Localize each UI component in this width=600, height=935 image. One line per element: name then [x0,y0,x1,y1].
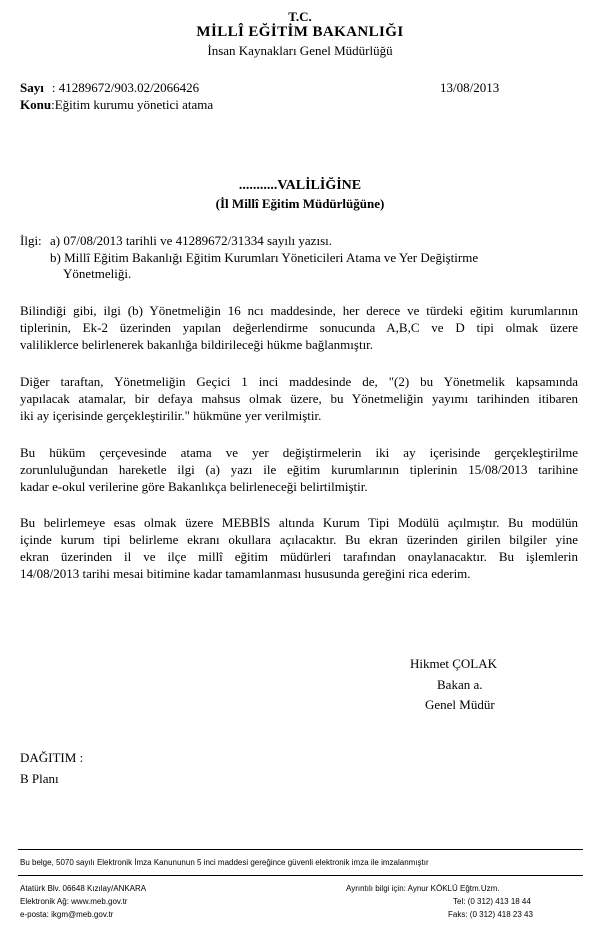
footer-network: Elektronik Ağ: www.meb.gov.tr [20,897,128,906]
body-paragraph-2 [20,373,578,424]
distribution-value: B Planı [20,771,59,786]
ilgi-item-b-cont: Yönetmeliği. [63,266,132,281]
footer-address: Atatürk Blv. 06648 Kızılay/ANKARA [20,884,147,893]
footer-contact-info: Ayrıntılı bilgi için: Aynur KÖKLÜ Eğtm.Uzm. [346,884,500,893]
konu-line [20,97,213,113]
signatory-name: Hikmet ÇOLAK [410,656,498,671]
konu-label: Konu [20,97,52,112]
header-tc: T.C. [288,9,312,24]
konu-value: :Eğitim kurumu yönetici atama [51,97,214,112]
sayi-value: : 41289672/903.02/2066426 [51,80,200,95]
sayi-label: Sayı [20,80,44,95]
esign-note: Bu belge, 5070 sayılı Elektronik İmza Kanununun 5 inci maddesi gereğince güvenli elektronik imza ile imzalanmıştır [20,858,429,867]
footer-divider-top [18,849,583,850]
signatory-title-2: Genel Müdür [425,697,495,712]
distribution-label: DAĞITIM : [20,750,84,765]
paragraph-line: ekran üzerinden il ve ilçe millî eğitim müdürleri tarafından onaylanacaktır. Bu işlemlerin [20,549,578,564]
paragraph-line: valiliklerce belirlenerek bakanlığa bildirileceği hükme bağlanmıştır. [20,337,374,352]
signatory-title-1: Bakan a. [437,677,483,692]
paragraph-line: Diğer taraftan, Yönetmeliğin Geçici 1 inci maddesinde de, "(2) bu Yönetmelik kapsamında [20,374,578,389]
paragraph-line: iki ay içerisinde gerçekleştirilir." hükmüne yer verilmiştir. [20,408,322,423]
ilgi-item-a: a) 07/08/2013 tarihli ve 41289672/31334 sayılı yazısı. [50,233,332,248]
footer-email: e-posta: ikgm@meb.gov.tr [20,910,114,919]
paragraph-line: kadar e-okul verilerine göre Bakanlıkça belirleneceği belirtilmiştir. [20,479,368,494]
paragraph-line: yapılacak atamalar, bir defaya mahsus olmak üzere, bu Yönetmeliğin yayımı tarihinden itibaren [20,391,578,406]
ilgi-label: İlgi: [20,233,42,248]
paragraph-line: içinde kurum tipi belirleme ekranı okullara açılacaktır. Bu ekran üzerinden girilen bilgiler yine [20,532,578,547]
paragraph-line: Bilindiği gibi, ilgi (b) Yönetmeliğin 16 ncı maddesinde, her derece ve türdeki eğitim kurumlarının [20,303,578,318]
paragraph-line: tiplerinin, Ek-2 üzerinden yapılan değerlendirme sonucunda A,B,C ve D tipi olmak üzere [20,320,578,335]
footer-tel: Tel: (0 312) 413 18 44 [453,897,531,906]
body-paragraph-3 [20,444,578,495]
document-date: 13/08/2013 [440,80,500,95]
footer-fax: Faks: (0 312) 418 23 43 [448,910,533,919]
ilgi-item-b: b) Millî Eğitim Bakanlığı Eğitim Kurumları Yöneticileri Atama ve Yer Değiştirme [50,250,479,265]
paragraph-line: 14/08/2013 tarihi mesai bitimine kadar tamamlanması hususunda gereğini rica ederim. [20,566,471,581]
header-directorate: İnsan Kaynakları Genel Müdürlüğü [207,43,393,58]
addressee-title: ...........VALİLİĞİNE [238,178,362,193]
header-ministry: MİLLÎ EĞİTİM BAKANLIĞI [196,24,404,40]
body-paragraph-4 [20,514,578,582]
sayi-line [20,80,199,96]
paragraph-line: zorunluluğundan hareketle ilgi (a) yazı ile eğitim kurumlarının tiplerinin 15/08/2013 tarihine [20,462,578,477]
footer-divider-bottom [18,875,583,876]
body-paragraph-1 [20,302,578,353]
addressee-subtitle: (İl Millî Eğitim Müdürlüğüne) [215,196,385,211]
paragraph-line: Bu hüküm çerçevesinde atama ve yer değiştirmelerin iki ay içerisinde gerçekleştirilme [20,445,578,460]
paragraph-line: Bu belirlemeye esas olmak üzere MEBBİS altında Kurum Tipi Modülü açılmıştır. Bu modülün [20,515,578,530]
